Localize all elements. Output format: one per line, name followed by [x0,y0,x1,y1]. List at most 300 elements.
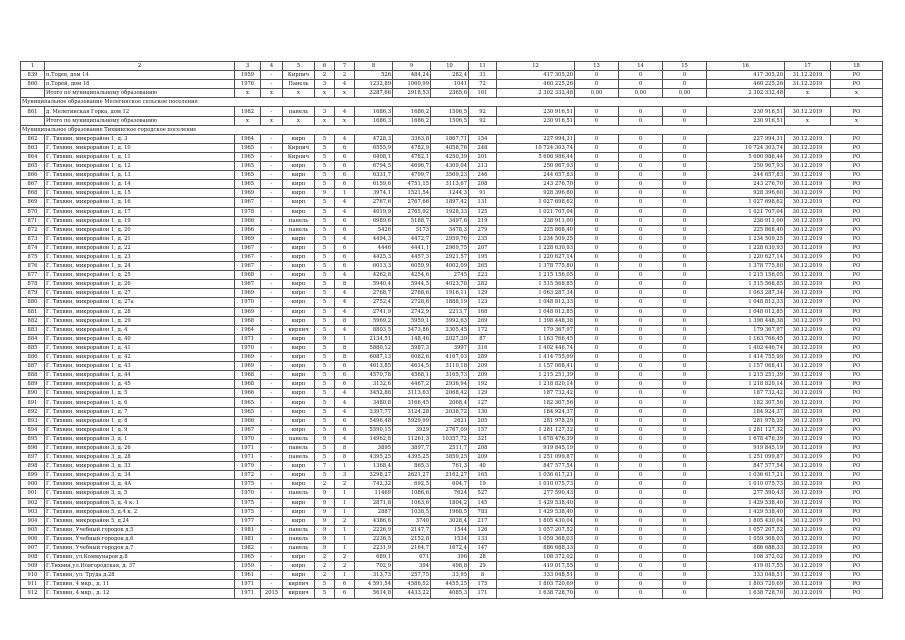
table-cell: 1 429 538,40 [497,498,575,507]
table-cell: 0 [619,171,663,180]
table-cell: 5 [315,343,335,352]
table-cell: 0 [575,216,619,225]
table-cell: 2 [335,562,355,571]
table-cell: 0 [663,462,707,471]
table-cell: 0 [663,252,707,261]
table-cell: 2621 [431,416,469,425]
table-cell: 0 [575,171,619,180]
table-cell: 1971 [235,453,261,462]
address-cell: Г. Тихвин, микрорайон 1, д. 11 [45,152,235,161]
table-cell: 3895 [355,443,393,452]
table-cell: 0 [619,152,663,161]
table-cell: 5 [315,243,335,252]
table-cell: 92 [469,107,497,116]
address-cell: Г. Тихвин, микрорайон 3, д. 33 [45,462,235,471]
table-cell: 886 [21,353,45,362]
table-cell: 0 [663,280,707,289]
table-cell: 14962,8 [355,434,393,443]
table-cell: 0 [575,398,619,407]
table-cell: РО [831,107,883,116]
table-cell: 1 [335,462,355,471]
table-cell: 6 [335,589,355,598]
table-cell: 8 [335,453,355,462]
table-cell: 2015 [261,589,283,598]
column-number-cell: 10 [431,62,469,71]
table-cell: 0 [575,462,619,471]
table-cell: 0,00 [619,89,663,98]
address-cell: Г. Тихвин, ул. Труда д.28 [45,571,235,580]
table-cell: - [261,416,283,425]
table-row [21,343,883,352]
table-cell: 4167,03 [431,353,469,362]
table-cell: 5944,5 [393,280,431,289]
table-cell: 1972 [235,471,261,480]
column-number-cell: 6 [315,62,335,71]
table-cell: 2027,39 [431,334,469,343]
table-cell: - [261,298,283,307]
table-cell: 5 [315,316,335,325]
table-cell: 0 [619,525,663,534]
table-cell: 4570,78 [355,371,393,380]
table-cell: Кирпич [283,143,315,152]
table-cell: - [261,307,283,316]
table-cell: 1 [335,525,355,534]
table-cell: 6 [335,162,355,171]
table-cell: 6 [335,580,355,589]
table-cell: 4 [335,307,355,316]
table-row [21,152,883,161]
table-cell: 1959 [235,71,261,80]
table-cell: 761,3 [431,462,469,471]
table-cell: 1 215 251,39 [497,371,575,380]
table-cell: 130 [469,407,497,416]
table-row [21,562,883,571]
address-cell: Г. Тихвин, микрорайон 1, д. 12 [45,162,235,171]
table-cell: 889 [21,380,45,389]
table-cell: 0,00 [663,89,707,98]
table-cell: 0 [575,116,619,125]
table-cell: 4455,25 [431,580,469,589]
table-cell: Кирпич [283,71,315,80]
table-cell: 0 [575,571,619,580]
table-cell: кирп [283,207,315,216]
table-cell: 9 [315,507,335,516]
table-cell: 3859,25 [431,453,469,462]
table-cell: 3509,23 [431,171,469,180]
table-cell: 0 [663,334,707,343]
table-cell: 1967 [235,262,261,271]
table-cell: 1976 [235,80,261,89]
table-cell: 1967 [235,198,261,207]
table-cell: 1975 [235,480,261,489]
table-cell: 3929 [393,425,431,434]
table-cell: - [261,234,283,243]
table-row [21,353,883,362]
table-cell: 4 [335,389,355,398]
table-cell: 0 [663,189,707,198]
table-row [21,116,883,125]
table-cell: 3997 [431,343,469,352]
table-cell: 30.12.2019 [785,380,831,389]
table-cell: 0 [663,371,707,380]
table-cell: 868 [21,189,45,198]
table-cell: 0 [619,316,663,325]
table-cell: 460 225,26 [707,80,785,89]
table-row [21,234,883,243]
address-cell: Г. Тихвин, микрорайон 1, д. 4 [45,325,235,334]
table-cell: 6 [335,252,355,261]
table-cell: 3 [315,107,335,116]
table-cell: 2068,4 [431,398,469,407]
table-cell: 0 [575,471,619,480]
address-cell: Г. Тихвин, микрорайон 1, д. 27 [45,289,235,298]
table-cell: 3397,77 [355,407,393,416]
table-cell: 1232,89 [355,80,393,89]
table-row [21,271,883,280]
table-cell: 1966 [235,416,261,425]
table-cell: 1 048 812,33 [707,298,785,307]
table-cell: 19 [469,480,497,489]
table-cell: 0 [619,225,663,234]
table-cell: 213 [469,162,497,171]
table-cell: 1 [335,489,355,498]
table-cell: РО [831,471,883,480]
table-cell: 881 [21,307,45,316]
table-cell: 0 [663,553,707,562]
table-cell: 1966 [235,216,261,225]
table-cell: 1 [335,543,355,552]
table-cell: 5 [315,353,335,362]
table-cell: 4614,5 [393,362,431,371]
table-cell: 8 [469,571,497,580]
table-cell: 182 307,56 [707,398,785,407]
table-cell: РО [831,162,883,171]
table-cell: 30.12.2019 [785,543,831,552]
table-cell: 9 [315,516,335,525]
table-cell: 1 805 430,04 [707,516,785,525]
table-cell: 225 868,40 [707,225,785,234]
table-row [21,307,883,316]
table-cell: РО [831,234,883,243]
table-cell: 0 [575,80,619,89]
table-cell: 0 [575,343,619,352]
table-row [21,280,883,289]
table-cell: 897 [21,453,45,462]
table-cell: 6 [335,152,355,161]
table-row [21,489,883,498]
column-number-cell: 18 [831,62,883,71]
table-cell: 1 063 287,34 [707,289,785,298]
table-cell: 869 [21,198,45,207]
table-cell: 30.12.2019 [785,353,831,362]
table-cell: 419 017,55 [497,562,575,571]
table-cell: 0 [663,389,707,398]
table-row [21,525,883,534]
table-cell: 417 305,20 [497,71,575,80]
table-cell: 460 225,26 [497,80,575,89]
table-cell: 0 [619,280,663,289]
table-cell: 1 157 068,41 [707,362,785,371]
table-cell: 892 [21,407,45,416]
table-cell: 1 414 755,99 [497,353,575,362]
table-cell: 6 [335,416,355,425]
table-cell: РО [831,271,883,280]
table-cell: 282 [469,280,497,289]
table-cell: - [261,462,283,471]
table-cell: кирп [283,298,315,307]
table-cell: 1521,54 [393,189,431,198]
table-cell: x [785,116,831,125]
table-cell: 3478,3 [431,225,469,234]
table-cell: 0 [619,543,663,552]
table-cell: - [261,471,283,480]
table-cell: - [261,216,283,225]
table-cell: 1 281 127,32 [497,425,575,434]
column-number-cell: 1 [21,62,45,71]
table-body [21,62,883,599]
table-cell: 0 [575,362,619,371]
table-cell: 1 048 812,33 [497,298,575,307]
table-cell: 4 [335,398,355,407]
table-cell: 8 [335,343,355,352]
table-cell: 1965 [235,398,261,407]
table-cell: 5 [315,416,335,425]
table-cell: 0 [663,162,707,171]
table-cell: 888 [21,371,45,380]
table-cell: 0 [663,562,707,571]
table-cell: 277 590,43 [497,489,575,498]
table-cell: - [261,443,283,452]
table-row [21,107,883,116]
table-cell: 5 [315,389,335,398]
table-cell: 8 [335,353,355,362]
table-cell: 1 515 568,85 [497,280,575,289]
table-cell: кирпич [283,589,315,598]
table-cell: 1 048 012,85 [497,307,575,316]
table-cell: 0 [663,571,707,580]
table-cell: 865 [21,162,45,171]
table-cell: 885 [21,343,45,352]
table-cell: 0 [575,407,619,416]
table-cell: кирп [283,262,315,271]
table-cell: 839 [21,71,45,80]
table-cell: 872 [21,225,45,234]
table-cell: 1 010 075,73 [707,480,785,489]
table-cell: 0 [619,425,663,434]
table-cell: 227 994,31 [707,134,785,143]
table-cell: 1965 [235,171,261,180]
table-cell: кирп [283,307,315,316]
table-cell: панель [283,443,315,452]
table-cell: кирп [283,571,315,580]
table-cell: 30.12.2019 [785,143,831,152]
table-cell: - [261,525,283,534]
table-cell: 2767,09 [431,425,469,434]
table-cell: 910 [21,571,45,580]
table-cell: 898 [21,462,45,471]
table-cell: 269 [469,316,497,325]
table-cell: 281 978,29 [497,416,575,425]
table-row [21,407,883,416]
table-cell: 9 [315,534,335,543]
table-cell: 0 [575,298,619,307]
table-cell: 30.12.2019 [785,471,831,480]
table-cell: 0 [663,380,707,389]
table-cell: 1978 [235,207,261,216]
table-cell: кирп [283,198,315,207]
table-cell: 5 [315,298,335,307]
table-cell: 866 [21,171,45,180]
table-cell: 157 [469,425,497,434]
table-cell: 4 [335,107,355,116]
table-cell: 783 [469,507,497,516]
table-cell: 0 [575,525,619,534]
table-cell: 394 [393,562,431,571]
table-row [21,325,883,334]
table-cell: 3 [315,80,335,89]
table-cell: 901 [21,489,45,498]
table-cell: 896 [21,443,45,452]
table-cell: - [261,498,283,507]
table-cell: 31 [469,71,497,80]
table-cell: 5 [315,371,335,380]
table-cell: 30.12.2019 [785,298,831,307]
table-cell: 0 [619,380,663,389]
table-cell: 243 276,70 [707,180,785,189]
table-cell: 1 251 099,87 [707,453,785,462]
table-cell: 928 396,60 [707,189,785,198]
table-cell: 1063,6 [393,498,431,507]
table-cell: 2 [315,480,335,489]
table-cell: 11469 [355,489,393,498]
table-cell: 0 [575,180,619,189]
table-cell: 1982 [235,107,261,116]
table-cell: 2213,7 [431,307,469,316]
table-cell: 30.12.2019 [785,553,831,562]
column-number-cell: 13 [575,62,619,71]
table-cell: 3974,1 [355,189,393,198]
table-cell: 4 [335,134,355,143]
table-cell: 0 [619,334,663,343]
table-cell: 1 281 127,32 [707,425,785,434]
table-cell: 0 [663,362,707,371]
table-cell: РО [831,362,883,371]
address-cell: Г. Тихвин, микрорайон 3, д. 34 [45,471,235,480]
table-cell: 3298,27 [355,471,393,480]
table-row [21,571,883,580]
table-cell: 2745 [431,271,469,280]
table-cell: 313,73 [355,571,393,580]
address-cell: Г. Тихвин, микрорайон 1, д. 42 [45,353,235,362]
table-cell: 1686,3 [355,107,393,116]
table-cell: 227 994,31 [497,134,575,143]
table-cell: 1968 [235,371,261,380]
table-cell: кирп [283,462,315,471]
table-cell: 91 [469,189,497,198]
table-cell: 3497,6 [431,216,469,225]
table-cell: 876 [21,262,45,271]
table-cell: 30.12.2019 [785,489,831,498]
table-cell: РО [831,353,883,362]
table-cell: РО [831,543,883,552]
table-cell: 0 [663,271,707,280]
table-cell: 396 [431,553,469,562]
table-cell: 0 [575,507,619,516]
table-cell: 1968,5 [431,507,469,516]
table-cell: 1965 [235,162,261,171]
table-cell: 217 [469,516,497,525]
table-row [21,262,883,271]
table-cell: 28 [469,553,497,562]
table-cell: 1672,4 [431,543,469,552]
table-cell: 1 027 698,62 [707,198,785,207]
column-number-cell: 15 [663,62,707,71]
table-cell: 3480,8 [355,398,393,407]
table-cell: 5 [315,225,335,234]
table-cell: x [831,116,883,125]
table-cell: 887 [21,362,45,371]
table-cell: 1 398 448,38 [707,316,785,325]
table-cell: 4023,78 [431,280,469,289]
table-row [21,380,883,389]
table-cell: РО [831,134,883,143]
table-cell: 919 845,19 [707,443,785,452]
table-cell: 0 [575,307,619,316]
column-number-cell: 2 [45,62,235,71]
table-row [21,80,883,89]
table-cell [21,116,45,125]
table-cell: 1686,3 [355,116,393,125]
table-cell: - [261,516,283,525]
table-cell: 6555,9 [355,143,393,152]
table-cell: 2871,8 [355,498,393,507]
table-cell: РО [831,216,883,225]
table-cell: 0 [619,198,663,207]
table-cell: 1 021 707,04 [497,207,575,216]
table-cell: 5987,3 [393,343,431,352]
table-cell: - [261,580,283,589]
table-cell: 0 [619,252,663,261]
table-cell: 4425,3 [355,252,393,261]
table-cell: 0 [619,180,663,189]
table-cell: кирп [283,243,315,252]
table-cell: - [261,134,283,143]
table-cell: 1971 [235,580,261,589]
table-cell: 5940,4 [355,280,393,289]
table-cell: 1970 [235,434,261,443]
table-cell: кирп [283,343,315,352]
table-cell: 1967 [235,243,261,252]
table-cell: 1971 [235,334,261,343]
table-cell: 1971 [235,589,261,598]
table-cell: 244 657,83 [707,171,785,180]
table-cell: 3452,88 [355,389,393,398]
address-cell: Г. Тихвин, микрорайон 1, д. 27а [45,298,235,307]
table-cell: 890 [21,389,45,398]
address-cell: Г.Тихвин,ул.Новгородская, д. 37 [45,562,235,571]
table-cell: 5496,48 [355,416,393,425]
table-cell: 230 916,51 [707,107,785,116]
table-cell: 0 [619,480,663,489]
table-cell: 172 [469,325,497,334]
table-cell: 0 [575,353,619,362]
table-cell: 30.12.2019 [785,398,831,407]
table-cell: РО [831,198,883,207]
table-cell: 6 [335,425,355,434]
column-number-cell: 3 [235,62,261,71]
table-cell: 0 [619,271,663,280]
table-cell: 4441,1 [393,243,431,252]
